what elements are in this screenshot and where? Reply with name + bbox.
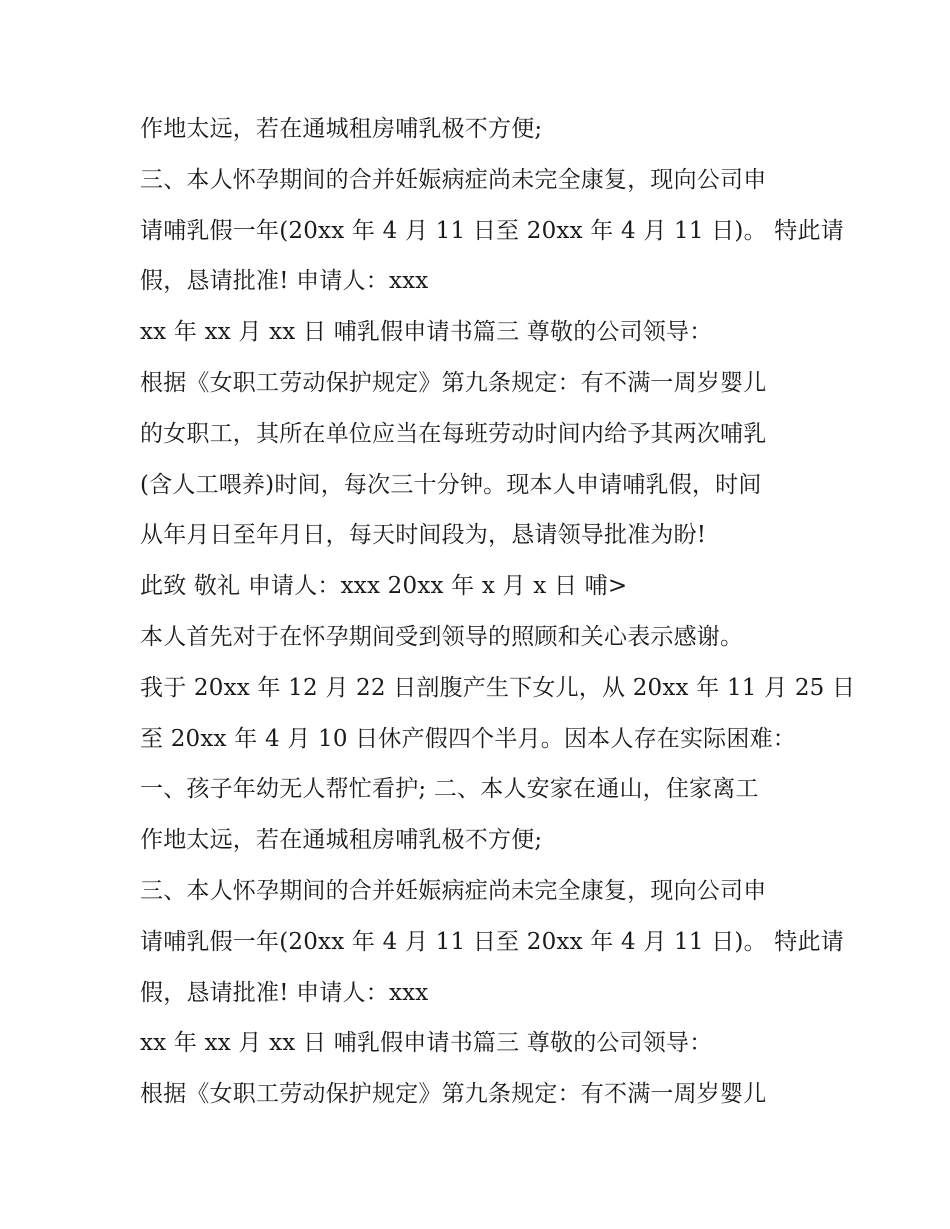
text-line: 作地太远，若在通城租房哺乳极不方便; (140, 827, 543, 854)
text-line: 根据《女职工劳动保护规定》第九条规定：有不满一周岁婴儿 (140, 1081, 767, 1108)
document-body (140, 104, 856, 1120)
text-line: xx 年 xx 月 xx 日 哺乳假申请书篇三 尊敬的公司领导： (140, 319, 713, 346)
text-line: 假，恳请批准! 申请人：xxx (140, 268, 429, 295)
text-line: 的女职工，其所在单位应当在每班劳动时间内给予其两次哺乳 (140, 420, 767, 447)
text-line: 我于 20xx 年 12 月 22 日剖腹产生下女儿，从 20xx 年 11 月 25 日 (140, 674, 856, 701)
text-line: 至 20xx 年 4 月 10 日休产假四个半月。因本人存在实际困难： (140, 725, 796, 752)
text-line: 作地太远，若在通城租房哺乳极不方便; (140, 116, 543, 142)
text-line: 三、本人怀孕期间的合并妊娠病症尚未完全康复，现向公司申 (140, 877, 767, 904)
text-line: 从年月日至年月日，每天时间段为，恳请领导批准为盼! (140, 522, 707, 549)
text-line: 请哺乳假一年(20xx 年 4 月 11 日至 20xx 年 4 月 11 日)。 特此请 (140, 217, 844, 244)
text-line: xx 年 xx 月 xx 日 哺乳假申请书篇三 尊敬的公司领导： (140, 1030, 713, 1057)
text-line: 根据《女职工劳动保护规定》第九条规定：有不满一周岁婴儿 (140, 369, 767, 396)
text-line: 本人首先对于在怀孕期间受到领导的照顾和关心表示感谢。 (140, 623, 744, 650)
text-line: 假，恳请批准! 申请人：xxx (140, 979, 429, 1006)
text-line: (含人工喂养)时间，每次三十分钟。现本人申请哺乳假，时间 (140, 471, 762, 498)
text-line: 请哺乳假一年(20xx 年 4 月 11 日至 20xx 年 4 月 11 日)。 特此请 (140, 928, 844, 955)
text-line: 一、孩子年幼无人帮忙看护; 二、本人安家在通山，住家离工 (140, 776, 759, 803)
text-line: 此致 敬礼 申请人：xxx 20xx 年 x 月 x 日 哺> (140, 573, 628, 600)
text-line: 三、本人怀孕期间的合并妊娠病症尚未完全康复，现向公司申 (140, 166, 767, 193)
